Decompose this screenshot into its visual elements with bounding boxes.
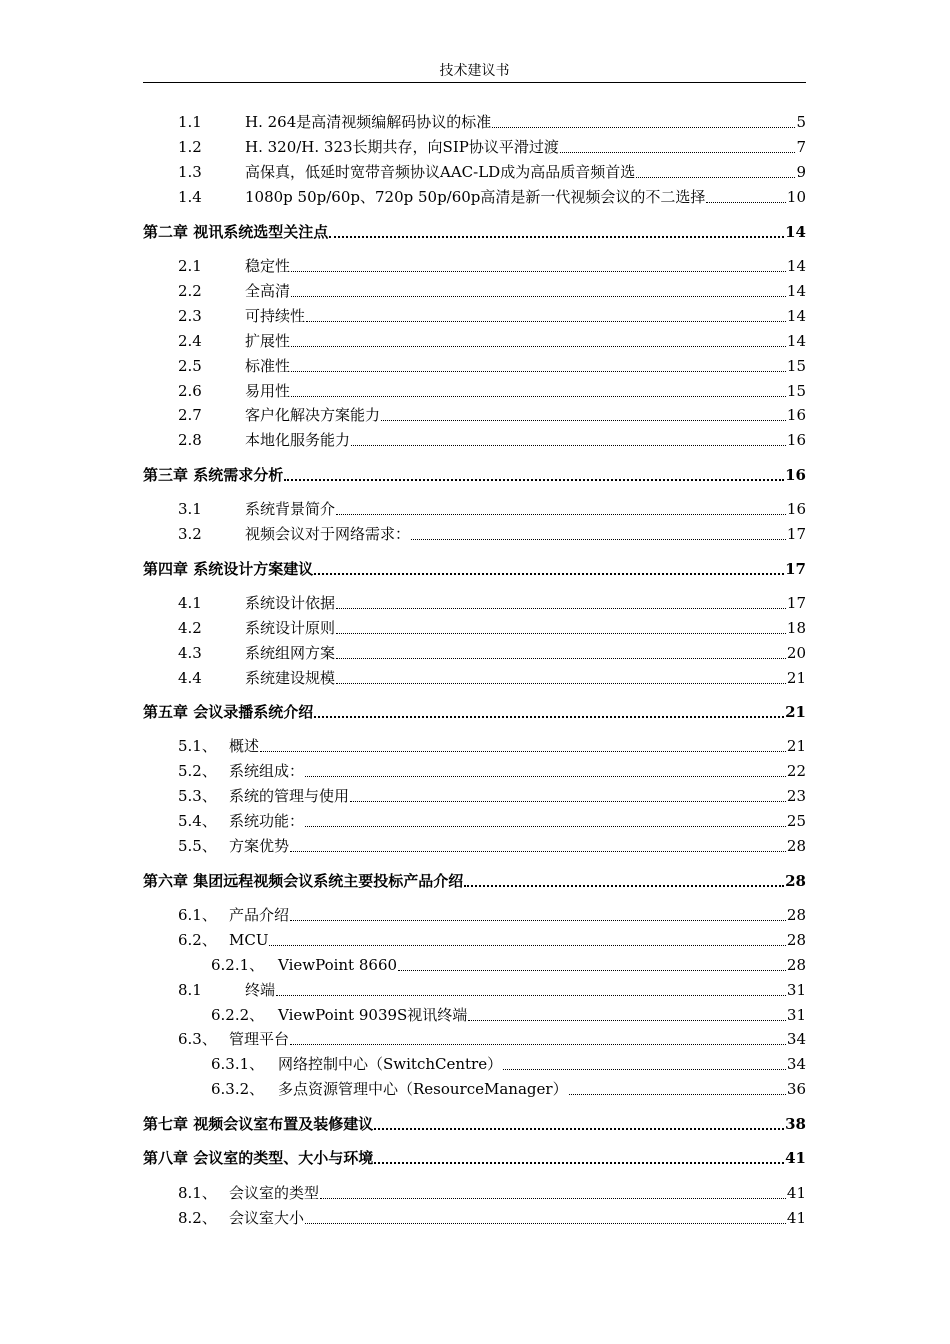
header-title: 技术建议书 [439,63,510,79]
toc-title: 客户化解决方案能力 [245,406,381,424]
toc-title: 系统功能： [229,812,305,830]
toc-chapter[interactable] [143,461,806,485]
toc-page-number: 10 [786,188,806,206]
toc-page-number: 28 [786,906,806,924]
toc-chapter[interactable] [143,698,806,722]
dot-leader [291,270,786,272]
toc-page-number: 9 [796,163,806,181]
toc-page-number: 21 [786,669,806,687]
dot-leader [305,1222,786,1224]
dot-leader [291,395,786,397]
toc-entry[interactable] [143,495,806,519]
toc-title: 第三章 系统需求分析 [143,466,284,484]
toc-page-number: 16 [786,500,806,518]
toc-title: 高保真，低延时宽带音频协议AAC-LD成为高品质音频首选 [245,163,636,181]
toc-page-number: 15 [786,382,806,400]
toc-title: 标准性 [245,357,291,375]
toc-page-number: 14 [786,282,806,300]
toc-title: MCU [229,931,269,949]
toc-page-number: 18 [786,619,806,637]
toc-title: 1080p 50p/60p、720p 50p/60p高清是新一代视频会议的不二选择 [245,188,706,206]
dot-leader [305,825,786,827]
toc-number: 2.5 [178,357,202,375]
toc-page-number: 28 [786,956,806,974]
toc-page-number: 28 [786,931,806,949]
dot-leader [560,151,796,153]
toc-title: 第二章 视讯系统选型关注点 [143,223,329,241]
dot-leader [398,969,786,971]
dot-leader [381,419,786,421]
toc-page-number: 17 [786,594,806,612]
dot-leader [468,1019,786,1021]
toc-page-number: 15 [786,357,806,375]
toc-title: 第八章 会议室的类型、大小与环境 [143,1149,374,1167]
toc-page-number: 28 [786,837,806,855]
toc-number: 4.1 [178,594,202,612]
toc-number: 1.4 [178,188,202,206]
toc-number: 8.1 [178,981,202,999]
toc-number: 2.4 [178,332,202,350]
toc-entry[interactable] [143,158,806,182]
toc-entry[interactable] [143,1025,806,1049]
toc-number: 4.3 [178,644,202,662]
toc-page-number: 34 [786,1055,806,1073]
toc-number: 6.2、 [178,931,217,949]
toc-title: 产品介绍 [229,906,290,924]
toc-title: 稳定性 [245,257,291,275]
toc-title: 系统设计原则 [245,619,336,637]
toc-title: 终端 [245,981,276,999]
toc-title: 系统组网方案 [245,644,336,662]
toc-entry[interactable] [143,976,806,1000]
dot-leader [636,176,795,178]
toc-entry[interactable] [143,757,806,781]
toc-entry[interactable] [143,589,806,613]
dot-leader [503,1068,786,1070]
toc-title: H. 320/H. 323长期共存，向SIP协议平滑过渡 [245,138,559,156]
toc-number: 2.6 [178,382,202,400]
toc-title: H. 264是高清视频编解码协议的标准 [245,113,492,131]
dot-leader [336,607,786,609]
toc-entry[interactable] [143,732,806,756]
dot-leader [336,513,786,515]
toc-page-number: 16 [785,466,806,484]
toc-page-number: 22 [786,762,806,780]
toc-title: 扩展性 [245,332,291,350]
toc-entry[interactable] [143,352,806,376]
dot-leader [329,235,784,238]
toc-entry[interactable] [143,108,806,132]
toc-page-number: 21 [786,737,806,755]
toc-number: 5.1、 [178,737,217,755]
dot-leader [411,538,786,540]
dot-leader [306,320,786,322]
toc-number: 5.5、 [178,837,217,855]
toc-chapter[interactable] [143,1110,806,1134]
toc-number: 8.1、 [178,1184,217,1202]
toc-page-number: 7 [796,138,806,156]
toc-number: 3.2 [178,525,202,543]
toc-page-number: 17 [785,560,806,578]
toc-entry[interactable] [143,426,806,450]
toc-title: 网络控制中心（SwitchCentre） [278,1055,503,1073]
toc-title: ViewPoint 8660 [278,956,398,974]
toc-title: 可持续性 [245,307,306,325]
toc-title: ViewPoint 9039S视讯终端 [278,1006,468,1024]
toc-page-number: 41 [785,1149,806,1167]
dot-leader [351,444,786,446]
toc-page-number: 14 [786,257,806,275]
dot-leader [290,1043,786,1045]
dot-leader [336,657,786,659]
toc-entry[interactable] [143,664,806,688]
toc-page-number: 5 [796,113,806,131]
toc-page-number: 16 [786,406,806,424]
toc-title: 全高清 [245,282,291,300]
toc-title: 概述 [229,737,260,755]
toc-chapter[interactable] [143,555,806,579]
toc-number: 6.3.2、 [211,1080,265,1098]
toc-entry[interactable] [143,832,806,856]
toc-number: 2.1 [178,257,202,275]
toc-title: 系统的管理与使用 [229,787,350,805]
toc-page-number: 38 [785,1115,806,1133]
toc-title: 多点资源管理中心（ResourceManager） [278,1080,568,1098]
toc-page-number: 28 [785,872,806,890]
toc-page-number: 17 [786,525,806,543]
dot-leader [269,944,785,946]
dot-leader [290,919,786,921]
toc-number: 6.3、 [178,1030,217,1048]
toc-page-number: 31 [786,1006,806,1024]
toc-number: 8.2、 [178,1209,217,1227]
toc-entry[interactable] [143,183,806,207]
toc-number: 1.2 [178,138,202,156]
toc-number: 5.4、 [178,812,217,830]
dot-leader [290,850,786,852]
toc-entry[interactable] [143,1001,806,1025]
toc-title: 第四章 系统设计方案建议 [143,560,314,578]
toc-number: 2.7 [178,406,202,424]
toc-number: 6.3.1、 [211,1055,265,1073]
toc-page-number: 14 [785,223,806,241]
toc-chapter[interactable] [143,867,806,891]
dot-leader [314,715,784,718]
toc-chapter[interactable] [143,218,806,242]
toc-title: 系统组成： [229,762,305,780]
toc-entry[interactable] [143,901,806,925]
toc-number: 2.3 [178,307,202,325]
toc-title: 方案优势 [229,837,290,855]
toc-title: 第六章 集团远程视频会议系统主要投标产品介绍 [143,872,464,890]
toc-number: 1.3 [178,163,202,181]
toc-page-number: 20 [786,644,806,662]
toc-entry[interactable] [143,377,806,401]
dot-leader [314,572,784,575]
dot-leader [336,682,786,684]
toc-title: 会议室的类型 [229,1184,320,1202]
toc-page-number: 36 [786,1080,806,1098]
toc-number: 1.1 [178,113,202,131]
dot-leader [284,478,784,481]
toc-title: 本地化服务能力 [245,431,351,449]
toc-entry[interactable] [143,807,806,831]
toc-entry[interactable] [143,926,806,950]
toc-entry[interactable] [143,1075,806,1099]
toc-entry[interactable] [143,1050,806,1074]
dot-leader [336,632,786,634]
toc-number: 6.2.1、 [211,956,265,974]
toc-page-number: 14 [786,332,806,350]
toc-title: 易用性 [245,382,291,400]
toc-entry[interactable] [143,401,806,425]
dot-leader [260,750,786,752]
toc-number: 3.1 [178,500,202,518]
toc-entry[interactable] [143,520,806,544]
toc-page-number: 41 [786,1209,806,1227]
toc-number: 2.8 [178,431,202,449]
toc-entry[interactable] [143,302,806,326]
dot-leader [305,775,786,777]
toc-page-number: 31 [786,981,806,999]
dot-leader [492,126,795,128]
toc-title: 管理平台 [229,1030,290,1048]
dot-leader [320,1197,786,1199]
dot-leader [291,345,786,347]
dot-leader [276,994,786,996]
toc-number: 5.3、 [178,787,217,805]
toc-page-number: 21 [785,703,806,721]
toc-number: 6.2.2、 [211,1006,265,1024]
toc-chapter[interactable] [143,1144,806,1168]
toc-entry[interactable] [143,1204,806,1228]
toc-entry[interactable] [143,277,806,301]
toc-entry[interactable] [143,252,806,276]
toc-number: 5.2、 [178,762,217,780]
toc-page-number: 16 [786,431,806,449]
toc-entry[interactable] [143,1179,806,1203]
toc-title: 系统背景简介 [245,500,336,518]
toc-page-number: 23 [786,787,806,805]
toc-title: 系统设计依据 [245,594,336,612]
page-header [143,60,806,83]
toc-title: 第七章 视频会议室布置及装修建议 [143,1115,374,1133]
toc-entry[interactable] [143,951,806,975]
dot-leader [374,1161,784,1164]
toc-title: 系统建设规模 [245,669,336,687]
toc-page-number: 41 [786,1184,806,1202]
toc-entry[interactable] [143,133,806,157]
toc-number: 6.1、 [178,906,217,924]
toc-number: 2.2 [178,282,202,300]
toc-title: 视频会议对于网络需求： [245,525,411,543]
toc-title: 会议室大小 [229,1209,305,1227]
dot-leader [374,1127,784,1130]
toc-number: 4.2 [178,619,202,637]
dot-leader [350,800,786,802]
toc-page-number: 25 [786,812,806,830]
dot-leader [464,884,784,887]
toc-page-number: 34 [786,1030,806,1048]
dot-leader [291,370,786,372]
dot-leader [569,1093,786,1095]
toc-page-number: 14 [786,307,806,325]
toc-title: 第五章 会议录播系统介绍 [143,703,314,721]
toc-entry[interactable] [143,782,806,806]
toc-entry[interactable] [143,327,806,351]
toc-entry[interactable] [143,639,806,663]
toc-number: 4.4 [178,669,202,687]
dot-leader [291,295,786,297]
dot-leader [706,201,785,203]
toc-entry[interactable] [143,614,806,638]
